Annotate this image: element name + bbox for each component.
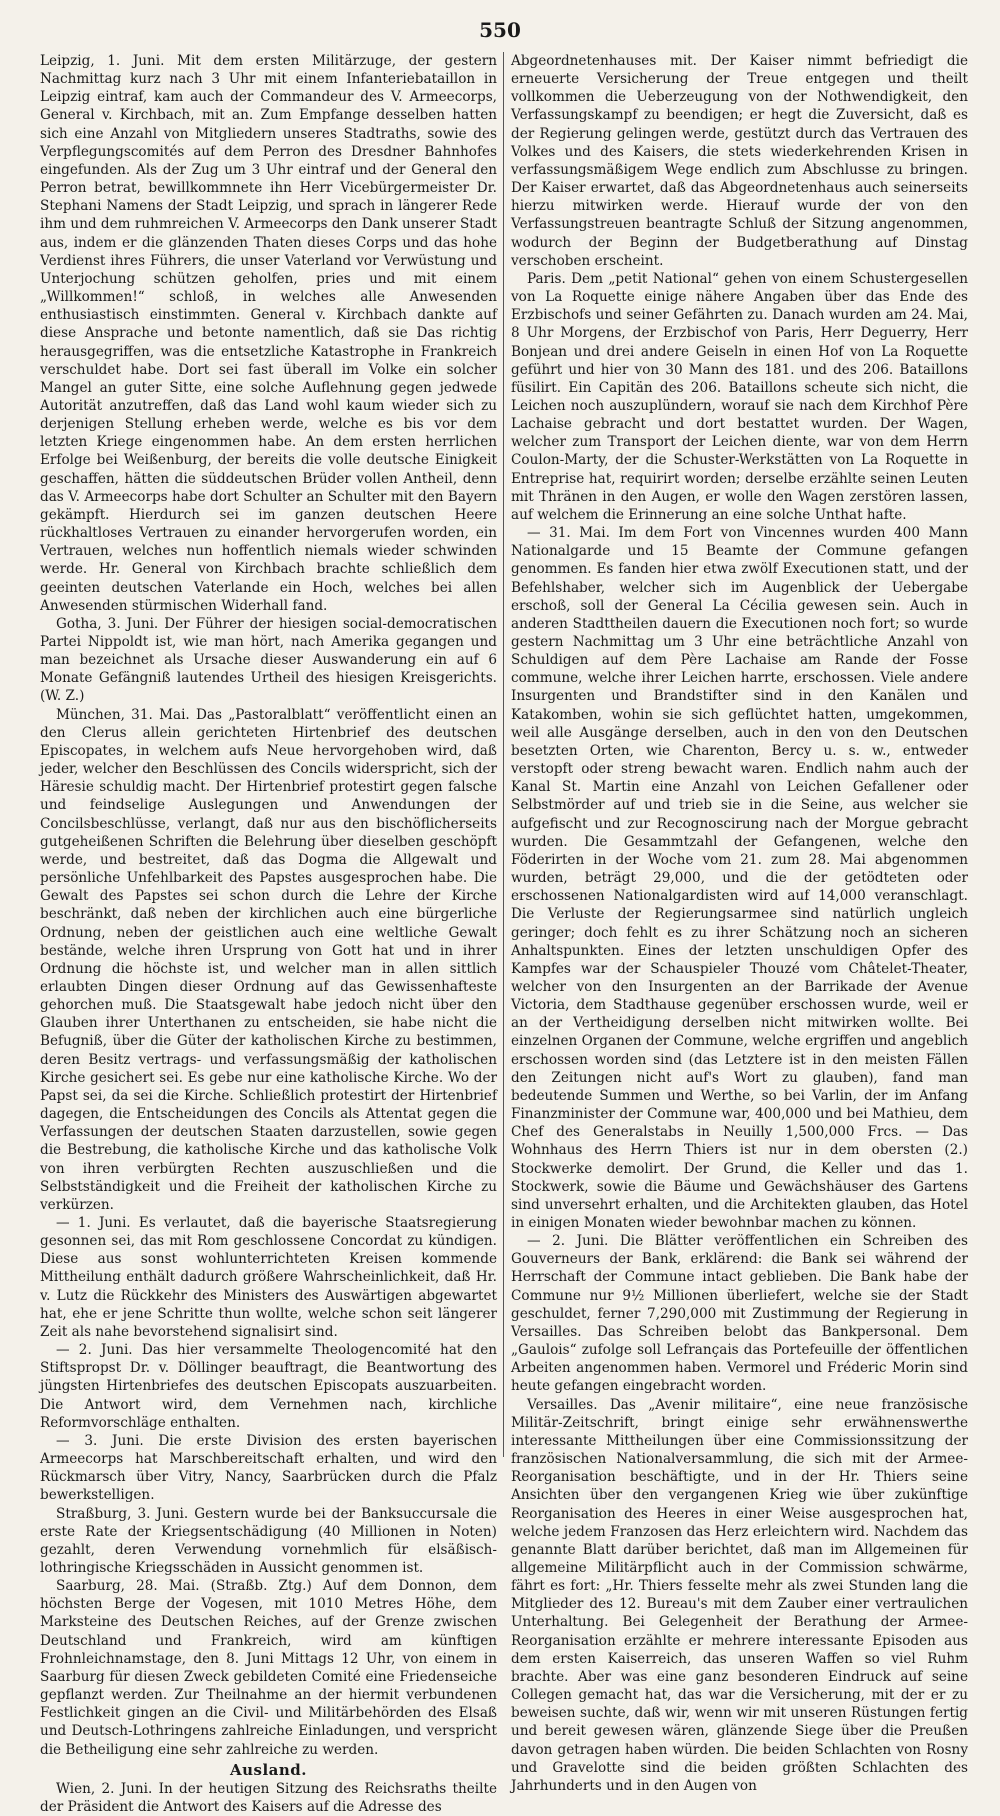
article-wien-continued: Abgeordnetenhauses mit. Der Kaiser nimmt befriedigt die erneuerte Versicherung der Treue entgegen und theilt vollkommen die Ueberzeugung von der Nothwendigkeit, den Verfassungskampf zu beendigen; er hegt die Zuversicht, daß es der Regierung gelingen werde, gestützt durch das Vertrauen des Volkes und des Kaisers, die stets wiederkehrenden Krisen in verfassungsmäßigem Wege endlich zum Abschlusse zu bringen. Der Kaiser erwartet, daß das Abgeordnetenhaus auch seinerseits hierzu mitwirken werde. Hierauf wurde der von den Verfassungstreuen beantragte Schluß der Sitzung angenommen, wodurch der Beginn der Budgetberathung auf Dinstag verschoben erscheint. — [511, 53, 968, 269]
article-versailles: Versailles. Das „Avenir militaire“, eine neue französische Militär-Zeitschrift, bringt einige sehr erwähnenswerthe interessante Mittheilungen über eine Commissionssitzung der französischen Nationalversammlung, die sich mit der Armee-Reorganisation beschäftigte, und in der Hr. Thiers seine Ansichten über den vergangenen Krieg wie über zukünftige Reorganisation des Heeres in einer Weise ausgesprochen hat, welche jedem Franzosen das Herz erleichtern wird. Nachdem das genannte Blatt darüber berichtet, daß man im Allgemeinen für allgemeine Militärpflicht auch in der Commission schwärme, fährt es fort: „Hr. Thiers fesselte mehr als zwei Stunden lang die Mitglieder des 12. Bureau's mit dem Zauber einer vertraulichen Unterhaltung. Bei Gelegenheit der Berathung der Armee-Reorganisation erzählte er mehrere interessante Episoden aus dem ersten Kaiserreich, das unseren Waffen so viel Ruhm brachte. Aber was eine ganz besonderen Eindruck auf seine Collegen gemacht hat, das war die Versicherung, mit der er zu beweisen suchte, daß wir, wenn wir mit unseren Rüstungen fertig und bereit gewesen wären, glänzende Siege über die Preußen davon getragen haben würden. Die beiden Schlachten von Rosny und Gravelotte sind die beiden größten Schlachten des Jahrhunderts und in den Augen von — [511, 1396, 968, 1794]
article-gotha: Gotha, 3. Juni. Der Führer der hiesigen social-democratischen Partei Nippoldt ist, wie man hört, nach Amerika gegangen und man bezeichnet als Ursache dieser Auswanderung ein auf 6 Monate Gefängniß lautendes Urtheil des hiesigen Kreisgerichts. (W. Z.) — [40, 615, 497, 705]
article-muenchen-2-juni: — 2. Juni. Das hier versammelte Theologencomité hat den Stiftspropst Dr. v. Döllinger beauftragt, die Beantwortung des jüngsten Hirtenbriefes des deutschen Episcopats auszuarbeiten. Die Antwort wird, dem Vernehmen nach, kirchliche Reformvorschläge enthalten. — [40, 1342, 497, 1431]
article-paris-31-mai: — 31. Mai. Im dem Fort von Vincennes wurden 400 Mann Nationalgarde und 15 Beamte der Commune gefangen genommen. Es fanden hier etwa zwölf Executionen statt, und der Befehlshaber, welcher sich im Augenblick der Uebergabe erschoß, soll der General La Cécilia gewesen sein. Auch in anderen Stadttheilen dauern die Executionen noch fort; so wurde gestern Nachmittag um 3 Uhr eine beträchtliche Anzahl von Schuldigen auf dem Père Lachaise am Rande der Fosse commune, welche ihrer Leichen harrte, erschossen. Viele andere Insurgenten und Brandstifter sind in den Kanälen und Katakomben, wohin sie sich geflüchtet hatten, umgekommen, weil alle Ausgänge derselben, auch in den von den Deutschen besetzten Orten, wie Charenton, Bercy u. s. w., entweder verstopft oder streng bewacht waren. Endlich nahm auch der Kanal St. Martin eine Anzahl von Leichen Gefallener oder Selbstmörder auf und trieb sie in die Seine, aus welcher sie aufgefischt und zur Recognoscirung nach der Morgue gebracht wurden. Die Gesammtzahl der Gefangenen, welche den Föderirten in der Woche vom 21. zum 28. Mai abgenommen wurden, beträgt 29,000, und die der getödteten oder erschossenen Nationalgardisten wird auf 14,000 veranschlagt. Die Verluste der Regierungsarmee sind natürlich ungleich geringer; doch fehlt es zu ihrer Schätzung noch an sicheren Anhaltspunkten. Eines der letzten unschuldigen Opfer des Kampfes war der Schauspieler Thouzé vom Châtelet-Theater, welcher von den Insurgenten an der Barrikade der Avenue Victoria, dem Stadthause gegenüber erschossen wurde, weil er an der Vertheidigung derselben nicht mitwirken wollte. Bei einzelnen Organen der Commune, welche ergriffen und angeblich erschossen worden sind (das Letztere ist in den meisten Fällen den Zeitungen nicht auf's Wort zu glauben), fand man bedeutende Summen und Werthe, so bei Varlin, der im Anfang Finanzminister der Commune war, 400,000 und bei Mathieu, dem Chef des Generalstabs in Neuilly 1,500,000 Frcs. — Das Wohnhaus des Herrn Thiers ist nur in dem obersten (2.) Stockwerke demolirt. Der Grund, die Keller und das 1. Stockwerk, sowie die Bäume und Gewächshäuser des Gartens sind unversehrt erhalten, und die Architekten glauben, das Hotel in einigen Monaten wieder bewohnbar machen zu können. — [511, 525, 968, 1231]
article-strassburg: Straßburg, 3. Juni. Gestern wurde bei der Banksuccursale die erste Rate der Kriegsentschädigung (40 Millionen in Noten) gezahlt, deren Verwendung vornehmlich für elsäßisch-lothringische Kriegsschäden in Aussicht genommen ist. — [40, 1505, 497, 1576]
article-muenchen: München, 31. Mai. Das „Pastoralblatt“ veröffentlicht einen an den Clerus allein gerichteten Hirtenbrief des deutschen Episcopates, in welchem aufs Neue hervorgehoben wird, daß jeder, welcher den Beschlüssen des Concils widerspricht, sich der Häresie schuldig macht. Der Hirtenbrief protestirt gegen falsche und feindselige Auslegungen und Anwendungen der Concilsbeschlüsse, verlangt, daß nur aus den bischöflicherseits gutgeheißenen Schriften die Belehrung über dieselben geschöpft werde, und bestreitet, daß das Dogma die Allgewalt und persönliche Unfehlbarkeit des Papstes ausgesprochen habe. Die Gewalt des Papstes sei schon durch die Lehre der Kirche beschränkt, daß neben der kirchlichen auch eine bürgerliche Ordnung, neben der geistlichen auch eine weltliche Gewalt bestände, welche ihren Ursprung von Gott hat und in ihrer Ordnung die höchste ist, und welcher man in allen sittlich erlaubten Dingen dieser Ordnung auf das Gewissenhafteste gehorchen muß. Die Staatsgewalt habe jedoch nicht über den Glauben ihrer Unterthanen zu entscheiden, sie habe nicht die Befugniß, über die Güter der katholischen Kirche zu bestimmen, deren Besitz vertrags- und verfassungsmäßig der katholischen Kirche gesichert sei. Es gebe nur eine katholische Kirche. Wo der Papst sei, da sei die Kirche. Schließlich protestirt der Hirtenbrief dagegen, die Entscheidungen des Concils als Attentat gegen die Verfassungen der deutschen Staaten darzustellen, sowie gegen die Bestrebung, die katholische Kirche und das katholische Volk von ihren verbürgten Rechten auszuschließen und die Selbstständigkeit und die Freiheit der katholischen Kirche zu verkürzen. — [40, 706, 497, 1213]
column-divider — [503, 52, 504, 1457]
left-column — [40, 52, 497, 1815]
article-paris: Paris. Dem „petit National“ gehen von einem Schustergesellen von La Roquette einige nähere Angaben über das Ende des Erzbischofs und seiner Gefährten zu. Danach wurden am 24. Mai, 8 Uhr Morgens, der Erzbischof von Paris, Herr Deguerry, Herr Bonjean und drei andere Geiseln in einen Hof von La Roquette geführt und hier von 30 Mann des 181. und des 206. Bataillons füsilirt. Ein Capitän des 206. Bataillons scheute sich nicht, die Leichen noch auszuplündern, worauf sie nach dem Kirchhof Père Lachaise gebracht und dort bestattet wurden. Der Wagen, welcher zum Transport der Leichen diente, war von dem Herrn Coulon-Marty, der die Schuster-Werkstätten von La Roquette in Entreprise hat, requirirt worden; derselbe erzählte seinen Leuten mit Thränen in den Augen, er wolle den Wagen zerstören lassen, auf welchem die Erinnerung an eine solche Unthat hafte. — [511, 270, 968, 523]
article-paris-2-juni: — 2. Juni. Die Blätter veröffentlichen ein Schreiben des Gouverneurs der Bank, erklärend: die Bank sei während der Herrschaft der Commune intact geblieben. Die Bank habe der Commune nur 9½ Millionen überliefert, welche sie der Stadt geschuldet, ferner 7,290,000 mit Zustimmung der Regierung in Versailles. Das Schreiben belobt das Bankpersonal. Dem „Gaulois“ zufolge soll Lefrançais das Portefeuille der öffentlichen Arbeiten angenommen haben. Vermorel und Fréderic Morin sind heute gefangen eingebracht worden. — [511, 1233, 968, 1395]
article-muenchen-3-juni: — 3. Juni. Die erste Division des ersten bayerischen Armeecorps hat Marschbereitschaft erhalten, und wird den Rückmarsch über Vitry, Nancy, Saarbrücken durch die Pfalz bewerkstelligen. — [40, 1432, 497, 1504]
article-muenchen-1-juni: — 1. Juni. Es verlautet, daß die bayerische Staatsregierung gesonnen sei, das mit Rom geschlossene Concordat zu kündigen. Diese aus sonst wohlunterrichteten Kreisen kommende Mittheilung enthält dadurch größere Wahrscheinlichkeit, daß Hr. v. Lutz die Rückkehr des Ministers des Auswärtigen abgewartet hat, ehe er jene Schritte thun wollte, welche schon seit längerer Zeit als nahe bevorstehend signalisirt sind. — [40, 1215, 497, 1340]
right-column — [511, 52, 968, 1794]
article-wien: Wien, 2. Juni. In der heutigen Sitzung des Reichsraths theilte der Präsident die Antwort des Kaisers auf die Adresse des — [40, 1780, 497, 1815]
article-saarburg: Saarburg, 28. Mai. (Straßb. Ztg.) Auf dem Donnon, dem höchsten Berge der Vogesen, mit 1010 Metres Höhe, dem Marksteine des Deutschen Reiches, auf der Grenze zwischen Deutschland und Frankreich, wird am künftigen Frohnleichnamstage, den 8. Juni Mittags 12 Uhr, von einem in Saarburg für diesen Zweck gebildeten Comité eine Friedenseiche gepflanzt werden. Zur Theilnahme an der hiermit verbundenen Festlichkeit gingen an die Civil- und Militärbehörden des Elsaß und Deutsch-Lothringens zahlreiche Einladungen, und verspricht die Betheiligung eine sehr zahlreiche zu werden. — [40, 1578, 497, 1758]
article-leipzig: Leipzig, 1. Juni. Mit dem ersten Militärzuge, der gestern Nachmittag kurz nach 3 Uhr mit einem Infanteriebataillon in Leipzig eintraf, kam auch der Commandeur des V. Armeecorps, General v. Kirchbach, mit an. Zum Empfange desselben hatten sich eine Anzahl von Mitgliedern unseres Stadtraths, sowie des Verpflegungscomités auf dem Perron des Dresdner Bahnhofes eingefunden. Als der Zug um 3 Uhr eintraf und der General den Perron betrat, bewillkommnete ihn Herr Vicebürgermeister Dr. Stephani Namens der Stadt Leipzig, und sprach in längerer Rede ihm und dem ruhmreichen V. Armeecorps den Dank unserer Stadt aus, indem er die glänzenden Thaten dieses Corps und das hohe Verdienst ihres Führers, die unser Vaterland vor Verwüstung und Unterjochung schützen geholfen, pries und mit einem „Willkommen!“ schloß, in welches alle Anwesenden enthusiastisch einstimmten. General v. Kirchbach dankte auf diese Ansprache und betonte namentlich, daß sie Das richtig herausgegriffen, was die entsetzliche Katastrophe in Frankreich verschuldet habe. Dort sei fast überall im Volke ein solcher Mangel an guter Sitte, eine solche Auflehnung gegen jedwede Autorität anzutreffen, daß das Land wohl kaum wieder sich zu derjenigen Stellung erheben werde, welche es bis vor dem letzten Kriege eingenommen habe. An dem ersten herrlichen Erfolge bei Weißenburg, der bereits die volle deutsche Einigkeit geschaffen, hätten die süddeutschen Brüder vollen Antheil, denn das V. Armeecorps habe dort Schulter an Schulter mit den Bayern gekämpft. Hierdurch sei im ganzen deutschen Heere rückhaltloses Vertrauen zu einander hervorgerufen worden, ein Vertrauen, welches nun hoffentlich niemals wieder schwinden werde. Hr. General von Kirchbach brachte schließlich dem geeinten deutschen Vaterlande ein Hoch, welches bei allen Anwesenden stürmischen Widerhall fand. — [40, 53, 497, 614]
page-number: 550 — [479, 18, 521, 42]
section-heading-ausland: Ausland. — [229, 1760, 308, 1779]
